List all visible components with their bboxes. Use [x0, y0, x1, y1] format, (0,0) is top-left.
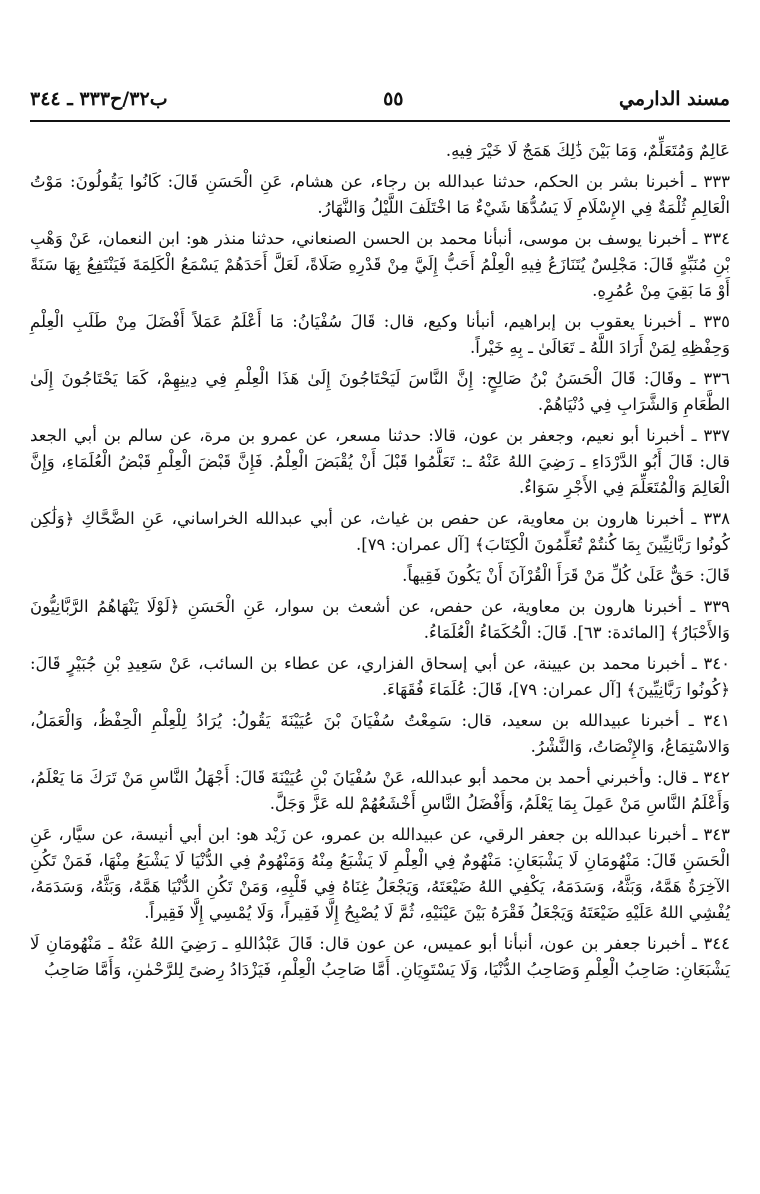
page-number: ٥٥	[383, 88, 404, 110]
hadith-342: ٣٤٢ ـ قال: وأخبرني أحمد بن محمد أبو عبدالله، عَنْ سُفْيَانَ بْنِ عُيَيْنَةَ قَالَ: أَجْهَلُ النَّاسِ مَنْ تَرَكَ مَا يَعْلَمُ، وَأَعْلَمُ النَّاسِ مَنْ عَمِلَ بِمَا يَعْلَمُ، وَأَفْضَلُ النَّاسِ أَخْشَعُهُمْ لله عَزَّ وَجَلَّ.	[30, 768, 730, 813]
page-body	[30, 138, 730, 988]
hadith-337: ٣٣٧ ـ أخبرنا أبو نعيم، وجعفر بن عون، قالا: حدثنا مسعر، عن عمرو بن مرة، عن سالم بن أبي الجعد قال: قَالَ أَبُو الدَّرْدَاءِ ـ رَضِيَ اللهُ عَنْهُ ـ: تَعَلَّمُوا قَبْلَ أَنْ يُقْبَضَ الْعِلْمُ. فَإِنَّ قَبْضَ الْعِلْمِ قَبْضُ الْعُلَمَاءِ، وَإِنَّ الْعَالِمَ وَالْمُتَعَلِّمَ فِي الأَجْرِ سَوَاءٌ.	[30, 426, 730, 497]
hadith-343: ٣٤٣ ـ أخبرنا عبدالله بن جعفر الرقي، عن عبيدالله بن عمرو، عن زَيْد هو: ابن أبي أنيسة، عن سيَّار، عَنِ الْحَسَنِ قَالَ: مَنْهُومَانِ لَا يَشْبَعَانِ: مَنْهُومٌ فِي الْعِلْمِ لَا يَشْبَعُ مِنْهُ وَمَنْهُومٌ فِي الدُّنْيَا لَا يَشْبَعُ مِنْهَا، فَمَنْ تَكُنِ الآخِرَةُ هَمَّهُ، وَبَثَّهُ، وَسَدَمَهُ، يَكْفِي اللهُ ضَيْعَتَهُ، وَيَجْعَلُ غِنَاهُ فِي قَلْبِهِ، وَمَنْ تَكُنِ الدُّنْيَا هَمَّهُ، وَبَثَّهُ، وَسَدَمَهُ، يُفْشِي اللهُ عَلَيْهِ ضَيْعَتَهُ وَيَجْعَلُ فَقْرَهُ بَيْنَ عَيْنَيْهِ، ثُمَّ لَا يُصْبِحُ إِلَّا فَقِيراً، وَلَا يُمْسِي إِلَّا فَقِيراً.	[30, 825, 730, 922]
hadith-341: ٣٤١ ـ أخبرنا عبيدالله بن سعيد، قال: سَمِعْتُ سُفْيَانَ بْنَ عُيَيْنَةَ يَقُولُ: يُرَادُ لِلْعِلْمِ الْحِفْظُ، وَالْعَمَلُ، وَالاسْتِمَاعُ، وَالإِنْصَاتُ، وَالنَّشْرُ.	[30, 711, 730, 756]
header-rule	[30, 120, 730, 122]
hadith-344: ٣٤٤ ـ أخبرنا جعفر بن عون، أنبأنا أبو عميس، عن عون قال: قَالَ عَبْدُاللهِ ـ رَضِيَ اللهُ عَنْهُ ـ مَنْهُومَانِ لَا يَشْبَعَانِ: صَاحِبُ الْعِلْمِ وَصَاحِبُ الدُّنْيَا، وَلَا يَسْتَوِيَانِ. أَمَّا صَاحِبُ الْعِلْمِ، فَيَزْدَادُ رِضىً لِلرَّحْمٰنِ، وَأَمَّا صَاحِبُ	[30, 934, 730, 979]
hadith-333: ٣٣٣ ـ أخبرنا بشر بن الحكم، حدثنا عبدالله بن رجاء، عن هشام، عَنِ الْحَسَنِ قَالَ: كَانُوا يَقُولُونَ: مَوْتُ الْعَالِمِ ثُلْمَةٌ فِي الإِسْلَامِ لَا يَسُدُّهَا شَيْءٌ مَا اخْتَلَفَ اللَّيْلُ وَالنَّهَارُ.	[30, 172, 730, 217]
paragraph-continuation: عَالِمٌ وَمُتَعَلِّمٌ، وَمَا بَيْنَ ذَٰلِكَ هَمَجٌ لَا خَيْرَ فِيهِ.	[445, 141, 730, 160]
hadith-338: ٣٣٨ ـ أخبرنا هارون بن معاوية، عن حفص بن غياث، عن أبي عبدالله الخراساني، عَنِ الضَّحَّاكِ ﴿وَلَٰكِن كُونُوا رَبَّانِيِّينَ بِمَا كُنتُمْ تُعَلِّمُونَ الْكِتَابَ﴾ [آل عمران: ٧٩].	[30, 509, 730, 554]
book-title: مسند الدارمي	[619, 88, 730, 110]
hadith-339: ٣٣٩ ـ أخبرنا هارون بن معاوية، عن حفص، عن أشعث بن سوار، عَنِ الْحَسَنِ ﴿لَوْلَا يَنْهَاهُمُ الرَّبَّانِيُّونَ وَالأَحْبَارُ﴾ [المائدة: ٦٣]. قَالَ: الْحُكَمَاءُ الْعُلَمَاءُ.	[30, 597, 730, 642]
page-header	[30, 82, 730, 116]
hadith-336: ٣٣٦ ـ وقَالَ: قَالَ الْحَسَنُ بْنُ صَالِحٍ: إِنَّ النَّاسَ لَيَحْتَاجُونَ إِلَىٰ هَذَا الْعِلْمِ فِي دِينِهِمْ، كَمَا يَحْتَاجُونَ إِلَىٰ الطَّعَامِ وَالشَّرَابِ فِي دُنْيَاهُمْ.	[30, 369, 730, 414]
hadith-338-comment: قَالَ: حَقٌّ عَلَىٰ كُلِّ مَنْ قَرَأَ الْقُرْآنَ أَنْ يَكُونَ فَقِيهاً.	[402, 566, 730, 585]
hadith-340: ٣٤٠ ـ أخبرنا محمد بن عيينة، عن أبي إسحاق الفزاري، عن عطاء بن السائب، عَنْ سَعِيدِ بْنِ جُبَيْرٍ قَالَ: ﴿كُونُوا رَبَّانِيِّينَ﴾ [آل عمران: ٧٩]، قَالَ: عُلَمَاءَ فُقَهَاءَ.	[30, 654, 730, 699]
hadith-335: ٣٣٥ ـ أخبرنا يعقوب بن إبراهيم، أنبأنا وكيع، قال: قَالَ سُفْيَانُ: مَا أَعْلَمُ عَمَلاً أَفْضَلَ مِنْ طَلَبِ الْعِلْمِ وَحِفْظِهِ لِمَنْ أَرَادَ اللَّهُ ـ تَعَالَىٰ ـ بِهِ خَيْراً.	[30, 312, 730, 357]
hadith-334: ٣٣٤ ـ أخبرنا يوسف بن موسى، أنبأنا محمد بن الحسن الصنعاني، حدثنا منذر هو: ابن النعمان، عَنْ وَهْبِ بْنِ مُنَبِّهٍ قَالَ: مَجْلِسٌ يُتَنَازَعُ فِيهِ الْعِلْمُ أَحَبُّ إِلَيَّ مِنْ قَدْرِهِ صَلَاةً، لَعَلَّ أَحَدَهُمْ يَسْمَعُ الْكَلِمَةَ فَيَنْتَفِعُ بِهَا سَنَةً أَوْ مَا بَقِيَ مِنْ عُمُرِهِ.	[30, 229, 730, 300]
hadith-range: ب٣٢/ح٣٣٣ ـ ٣٤٤	[30, 88, 168, 110]
